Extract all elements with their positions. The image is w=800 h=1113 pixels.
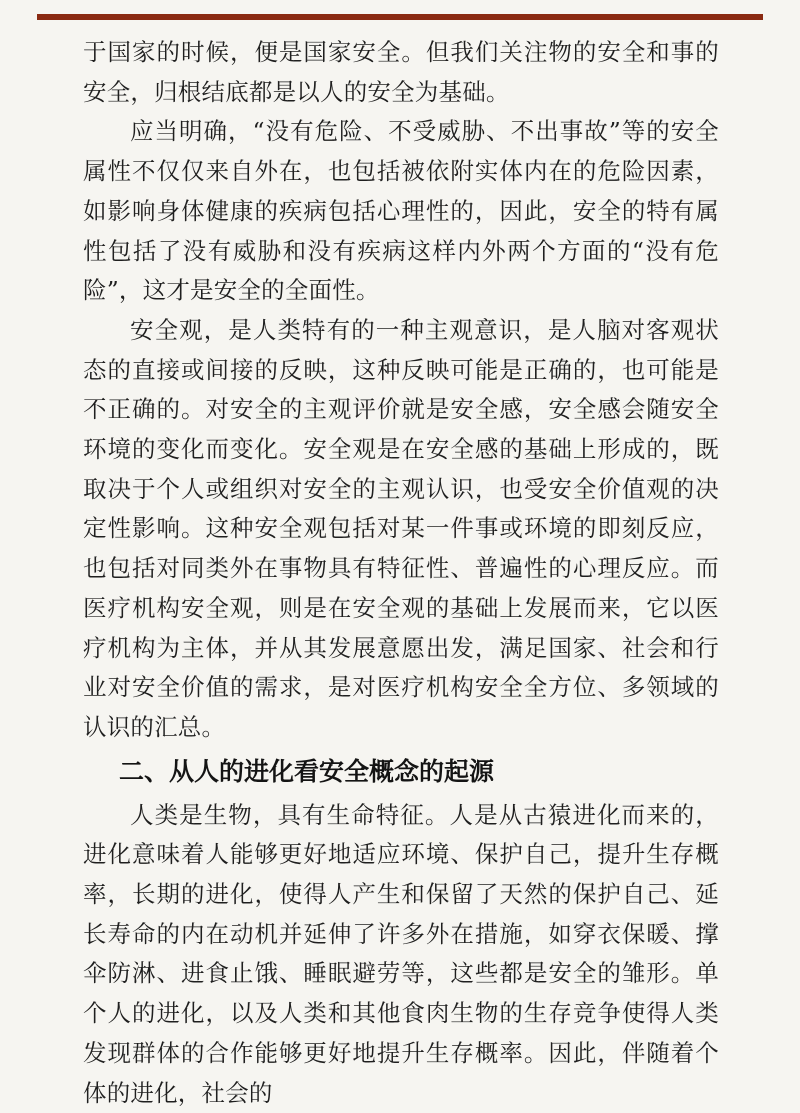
section-heading: 二、从人的进化看安全概念的起源: [119, 756, 495, 786]
paragraph-4: 人类是生物，具有生命特征。人是从古猿进化而来的，进化意味着人能够更好地适应环境、保护自己，提升生存概率，长期的进化，使得人产生和保留了天然的保护自己、延长寿命的内在动机并延伸了许多外在措施，如穿衣保暖、撑伞防淋、进食止饿、睡眠避劳等，这些都是安全的雏形。单个人的进化，以及人类和其他食肉生物的生存竞争使得人类发现群体的合作能够更好地提升生存概率。因此，伴随着个体的进化，社会的: [83, 800, 719, 1107]
page-body: [83, 33, 719, 1113]
paragraph-3: 安全观，是人类特有的一种主观意识，是人脑对客观状态的直接或间接的反映，这种反映可能是正确的，也可能是不正确的。对安全的主观评价就是安全感，安全感会随安全环境的变化而变化。安全观是在安全感的基础上形成的，既取决于个人或组织对安全的主观认识，也受安全价值观的决定性影响。这种安全观包括对某一件事或环境的即刻反应，也包括对同类外在事物具有特征性、普遍性的心理反应。而医疗机构安全观，则是在安全观的基础上发展而来，它以医疗机构为主体，并从其发展意愿出发，满足国家、社会和行业对安全价值的需求，是对医疗机构安全全方位、多领域的认识的汇总。: [83, 315, 719, 741]
top-rule: [37, 14, 763, 20]
paragraph-2: 应当明确，“没有危险、不受威胁、不出事故”等的安全属性不仅仅来自外在，也包括被依附实体内在的危险因素，如影响身体健康的疾病包括心理性的，因此，安全的特有属性包括了没有威胁和没有疾病这样内外两个方面的“没有危险”，这才是安全的全面性。: [83, 117, 719, 305]
paragraph-1: 于国家的时候，便是国家安全。但我们关注物的安全和事的安全，归根结底都是以人的安全为基础。: [83, 38, 719, 106]
